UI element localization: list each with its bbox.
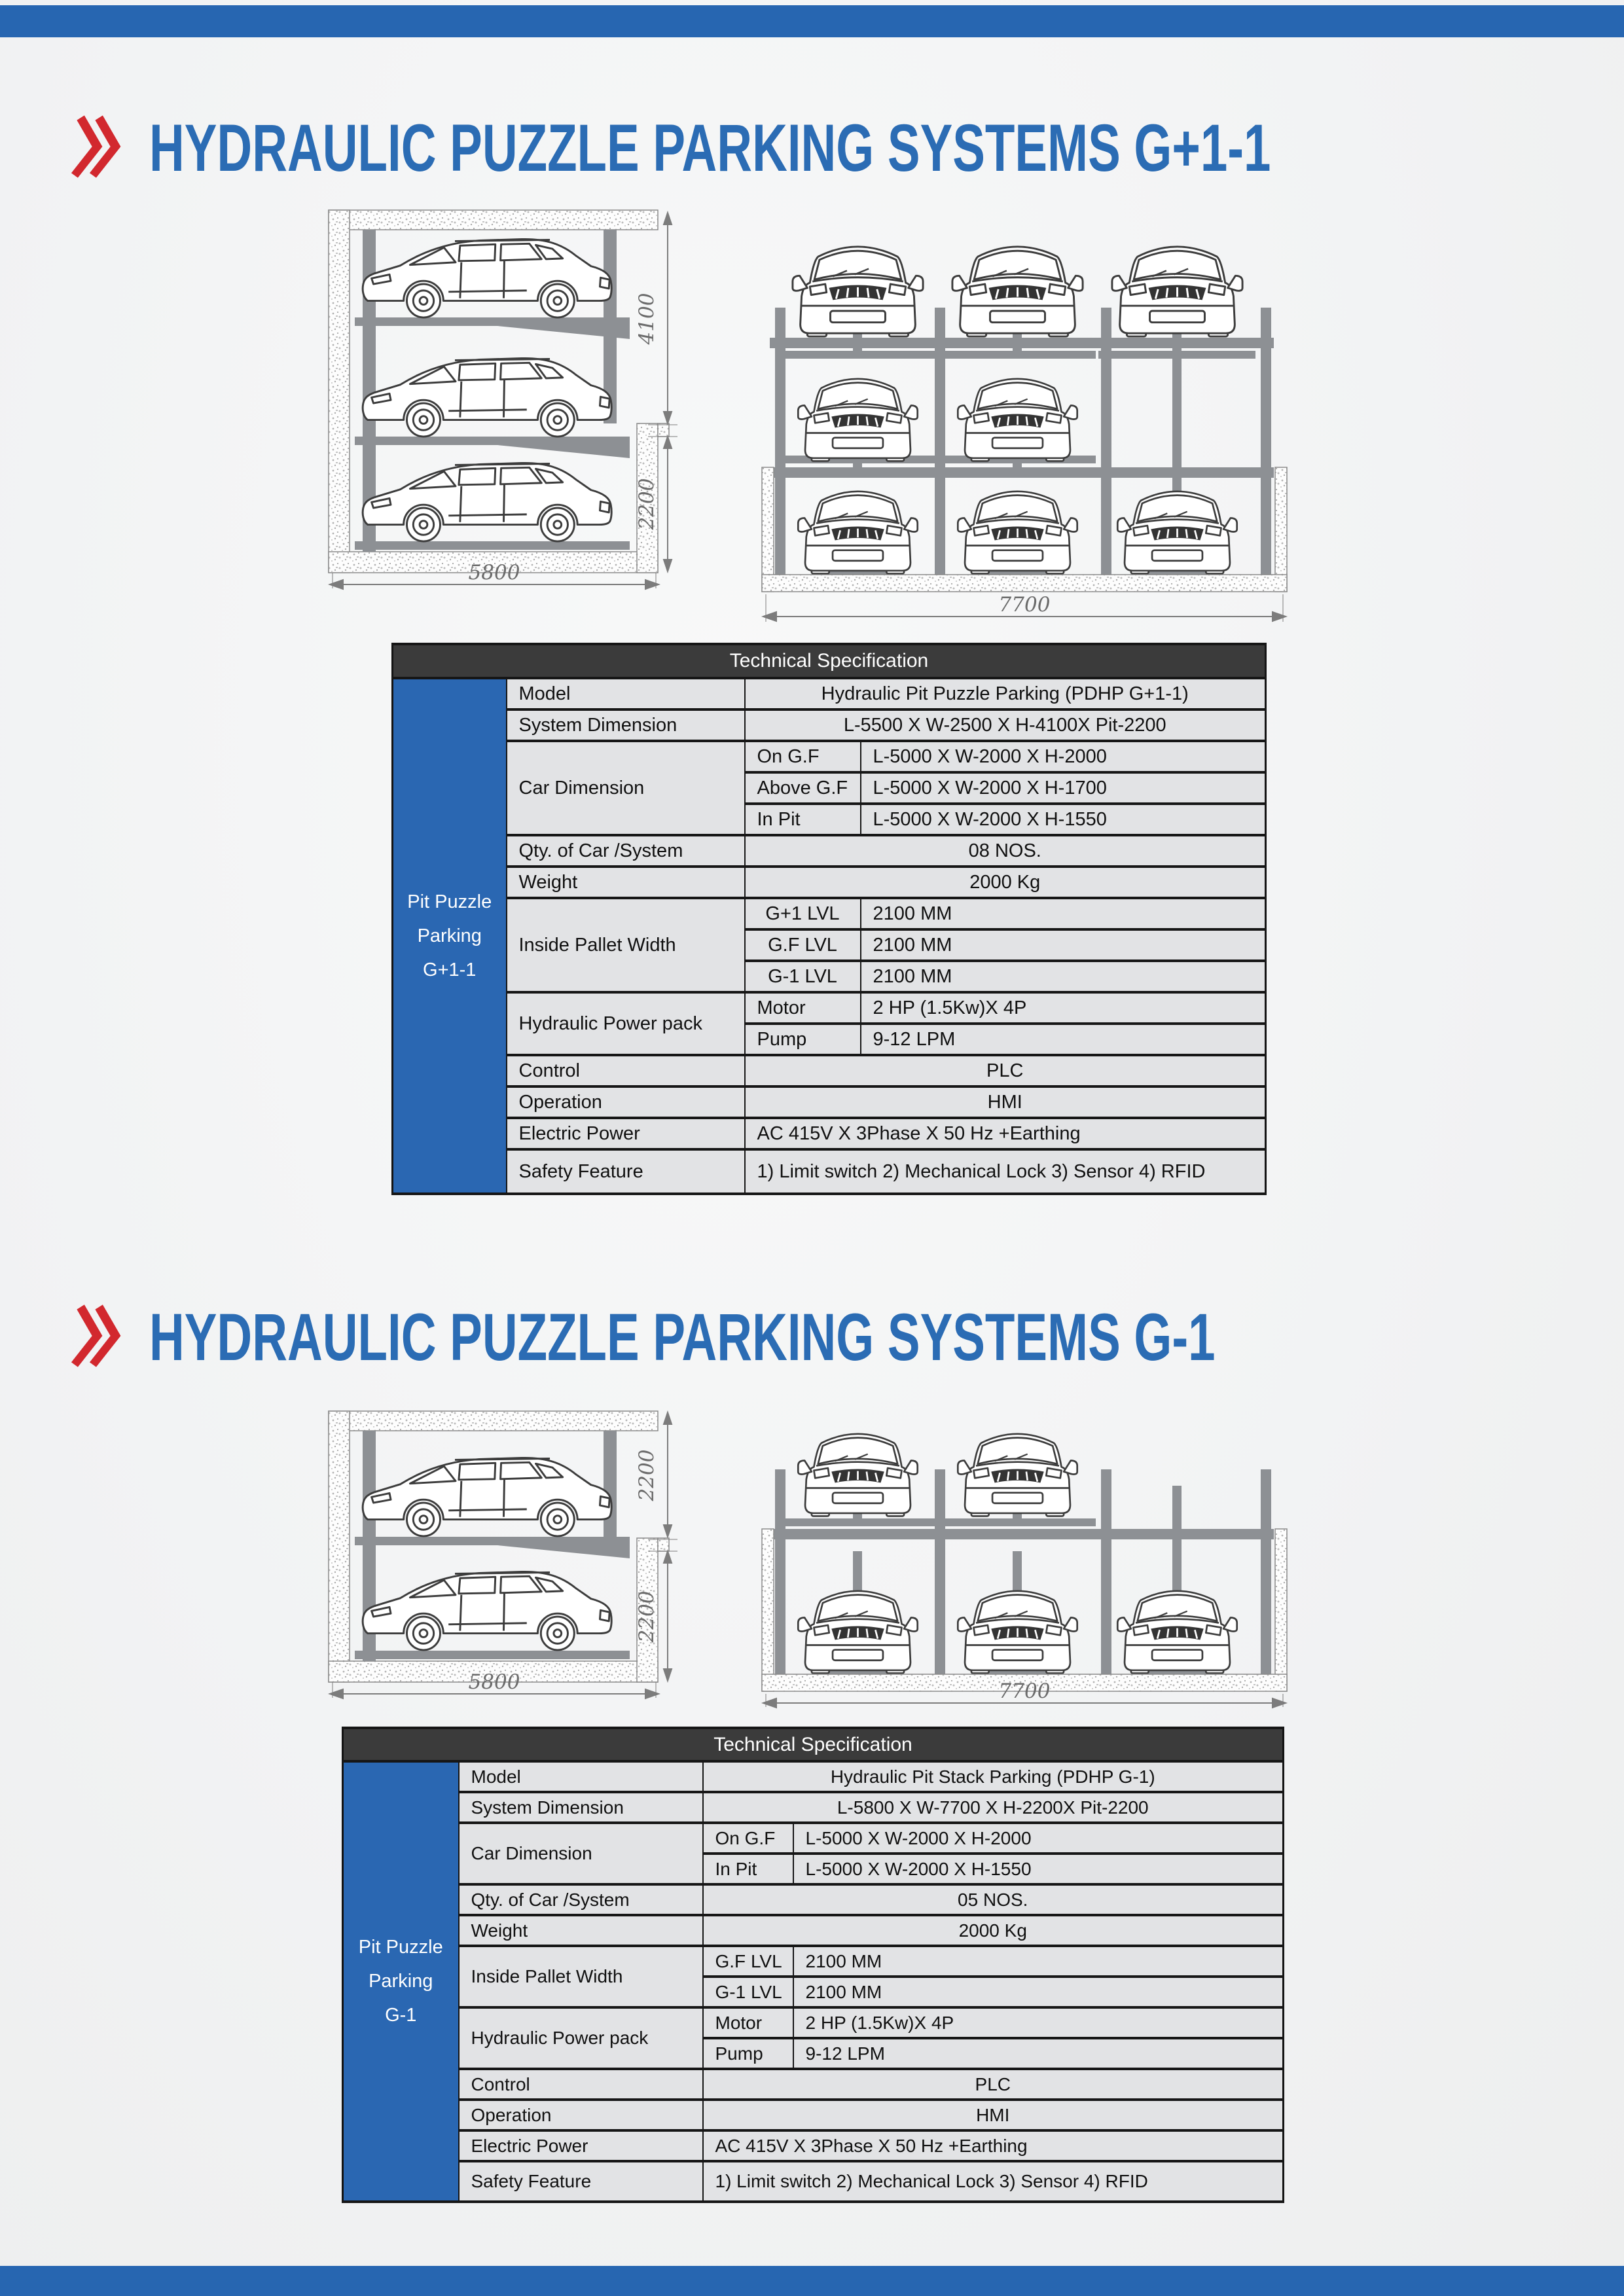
spec-sublabel-cell: G-1 LVL: [745, 961, 861, 992]
spec-value-cell: PLC: [745, 1055, 1266, 1086]
spec-label-cell: Control: [459, 2069, 703, 2100]
spec-sublabel-cell: In Pit: [745, 804, 861, 835]
dim-width: 5800: [468, 1670, 520, 1694]
spec-label-cell: Hydraulic Power pack: [459, 2007, 703, 2069]
table-header: Technical Specification: [343, 1728, 1284, 1761]
double-chevron-icon: [71, 1302, 122, 1373]
page-title: HYDRAULIC PUZZLE PARKING SYSTEMS G-1: [149, 1300, 1216, 1374]
spec-sublabel-cell: G-1 LVL: [703, 1977, 793, 2007]
bottom-accent-bar: [0, 2266, 1624, 2296]
spec-value-cell: 1) Limit switch 2) Mechanical Lock 3) Sensor 4) RFID: [703, 2161, 1284, 2202]
spec-value-cell: L-5000 X W-2000 X H-2000: [861, 741, 1266, 772]
page-title: HYDRAULIC PUZZLE PARKING SYSTEMS G+1-1: [149, 111, 1271, 185]
spec-value-cell: 2100 MM: [861, 898, 1266, 929]
spec-value-cell: L-5000 X W-2000 X H-1550: [793, 1854, 1284, 1884]
dim-height-top: 2200: [635, 1449, 659, 1501]
spec-label-cell: Qty. of Car /System: [507, 835, 745, 867]
spec-label-cell: Electric Power: [507, 1118, 745, 1149]
spec-value-cell: 1) Limit switch 2) Mechanical Lock 3) Sensor 4) RFID: [745, 1149, 1266, 1194]
spec-value-cell: PLC: [703, 2069, 1284, 2100]
spec-value-cell: L-5000 X W-2000 X H-1550: [861, 804, 1266, 835]
front-view-diagram-g1-1: [746, 216, 1303, 641]
spec-label-cell: Safety Feature: [459, 2161, 703, 2202]
spec-value-cell: 2100 MM: [861, 929, 1266, 961]
spec-label-cell: Operation: [507, 1086, 745, 1118]
spec-label-cell: Inside Pallet Width: [459, 1946, 703, 2007]
spec-value-cell: Hydraulic Pit Puzzle Parking (PDHP G+1-1): [745, 678, 1266, 709]
spec-label-cell: Electric Power: [459, 2130, 703, 2161]
spec-sublabel-cell: Pump: [745, 1024, 861, 1055]
spec-sublabel-cell: G.F LVL: [745, 929, 861, 961]
spec-value-cell: L-5800 X W-7700 X H-2200X Pit-2200: [703, 1792, 1284, 1823]
car-side-silhouettes: [363, 239, 611, 541]
side-view-diagram-g-1: [321, 1407, 677, 1708]
spec-value-cell: HMI: [703, 2100, 1284, 2130]
spec-value-cell: 2000 Kg: [703, 1915, 1284, 1946]
dim-width: 5800: [468, 561, 520, 584]
spec-label-cell: Operation: [459, 2100, 703, 2130]
dim-width: 7700: [998, 1679, 1051, 1703]
spec-value-cell: 2 HP (1.5Kw)X 4P: [793, 2007, 1284, 2038]
spec-label-cell: Model: [459, 1761, 703, 1792]
spec-value-cell: 9-12 LPM: [861, 1024, 1266, 1055]
spec-value-cell: 2100 MM: [793, 1977, 1284, 2007]
spec-value-cell: 2 HP (1.5Kw)X 4P: [861, 992, 1266, 1024]
spec-sublabel-cell: In Pit: [703, 1854, 793, 1884]
spec-label-cell: Qty. of Car /System: [459, 1884, 703, 1915]
dim-height-pit: 2200: [635, 478, 659, 530]
spec-label-cell: Weight: [507, 867, 745, 898]
spec-value-cell: 08 NOS.: [745, 835, 1266, 867]
dim-width: 7700: [998, 593, 1051, 617]
spec-label-cell: Hydraulic Power pack: [507, 992, 745, 1055]
section2-title: [71, 1299, 1610, 1376]
dim-height-pit: 2200: [635, 1590, 659, 1643]
spec-value-cell: 2100 MM: [861, 961, 1266, 992]
spec-sublabel-cell: G+1 LVL: [745, 898, 861, 929]
double-chevron-icon: [71, 113, 122, 184]
spec-label-cell: Car Dimension: [507, 741, 745, 835]
side-view-diagram-g1-1: [321, 206, 677, 599]
spec-value-cell: AC 415V X 3Phase X 50 Hz +Earthing: [703, 2130, 1284, 2161]
top-accent-bar: [0, 5, 1624, 37]
spec-value-cell: L-5500 X W-2500 X H-4100X Pit-2200: [745, 709, 1266, 741]
spec-value-cell: 2100 MM: [793, 1946, 1284, 1977]
spec-value-cell: 9-12 LPM: [793, 2038, 1284, 2069]
spec-table-g1-1: [391, 643, 1267, 1195]
spec-sublabel-cell: G.F LVL: [703, 1946, 793, 1977]
spec-sublabel-cell: On G.F: [745, 741, 861, 772]
spec-label-cell: Safety Feature: [507, 1149, 745, 1194]
spec-sublabel-cell: Above G.F: [745, 772, 861, 804]
spec-value-cell: AC 415V X 3Phase X 50 Hz +Earthing: [745, 1118, 1266, 1149]
spec-label-cell: Inside Pallet Width: [507, 898, 745, 992]
spec-value-cell: Hydraulic Pit Stack Parking (PDHP G-1): [703, 1761, 1284, 1792]
spec-label-cell: System Dimension: [507, 709, 745, 741]
spec-table-g-1: [342, 1727, 1284, 2203]
table-side-label: Pit Puzzle Parking G-1: [343, 1761, 459, 2202]
spec-value-cell: L-5000 X W-2000 X H-2000: [793, 1823, 1284, 1854]
spec-label-cell: Model: [507, 678, 745, 709]
spec-value-cell: 2000 Kg: [745, 867, 1266, 898]
spec-label-cell: Car Dimension: [459, 1823, 703, 1884]
front-view-diagram-g-1: [746, 1407, 1303, 1715]
spec-sublabel-cell: On G.F: [703, 1823, 793, 1854]
spec-sublabel-cell: Motor: [703, 2007, 793, 2038]
spec-label-cell: System Dimension: [459, 1792, 703, 1823]
spec-value-cell: 05 NOS.: [703, 1884, 1284, 1915]
table-side-label: Pit Puzzle Parking G+1-1: [393, 678, 507, 1194]
table-header: Technical Specification: [393, 644, 1266, 678]
section1-title: [71, 110, 1624, 187]
spec-sublabel-cell: Motor: [745, 992, 861, 1024]
car-side-silhouettes: [363, 1458, 611, 1650]
spec-label-cell: Control: [507, 1055, 745, 1086]
spec-value-cell: HMI: [745, 1086, 1266, 1118]
dim-height-top: 4100: [635, 293, 659, 345]
spec-value-cell: L-5000 X W-2000 X H-1700: [861, 772, 1266, 804]
spec-label-cell: Weight: [459, 1915, 703, 1946]
spec-sublabel-cell: Pump: [703, 2038, 793, 2069]
